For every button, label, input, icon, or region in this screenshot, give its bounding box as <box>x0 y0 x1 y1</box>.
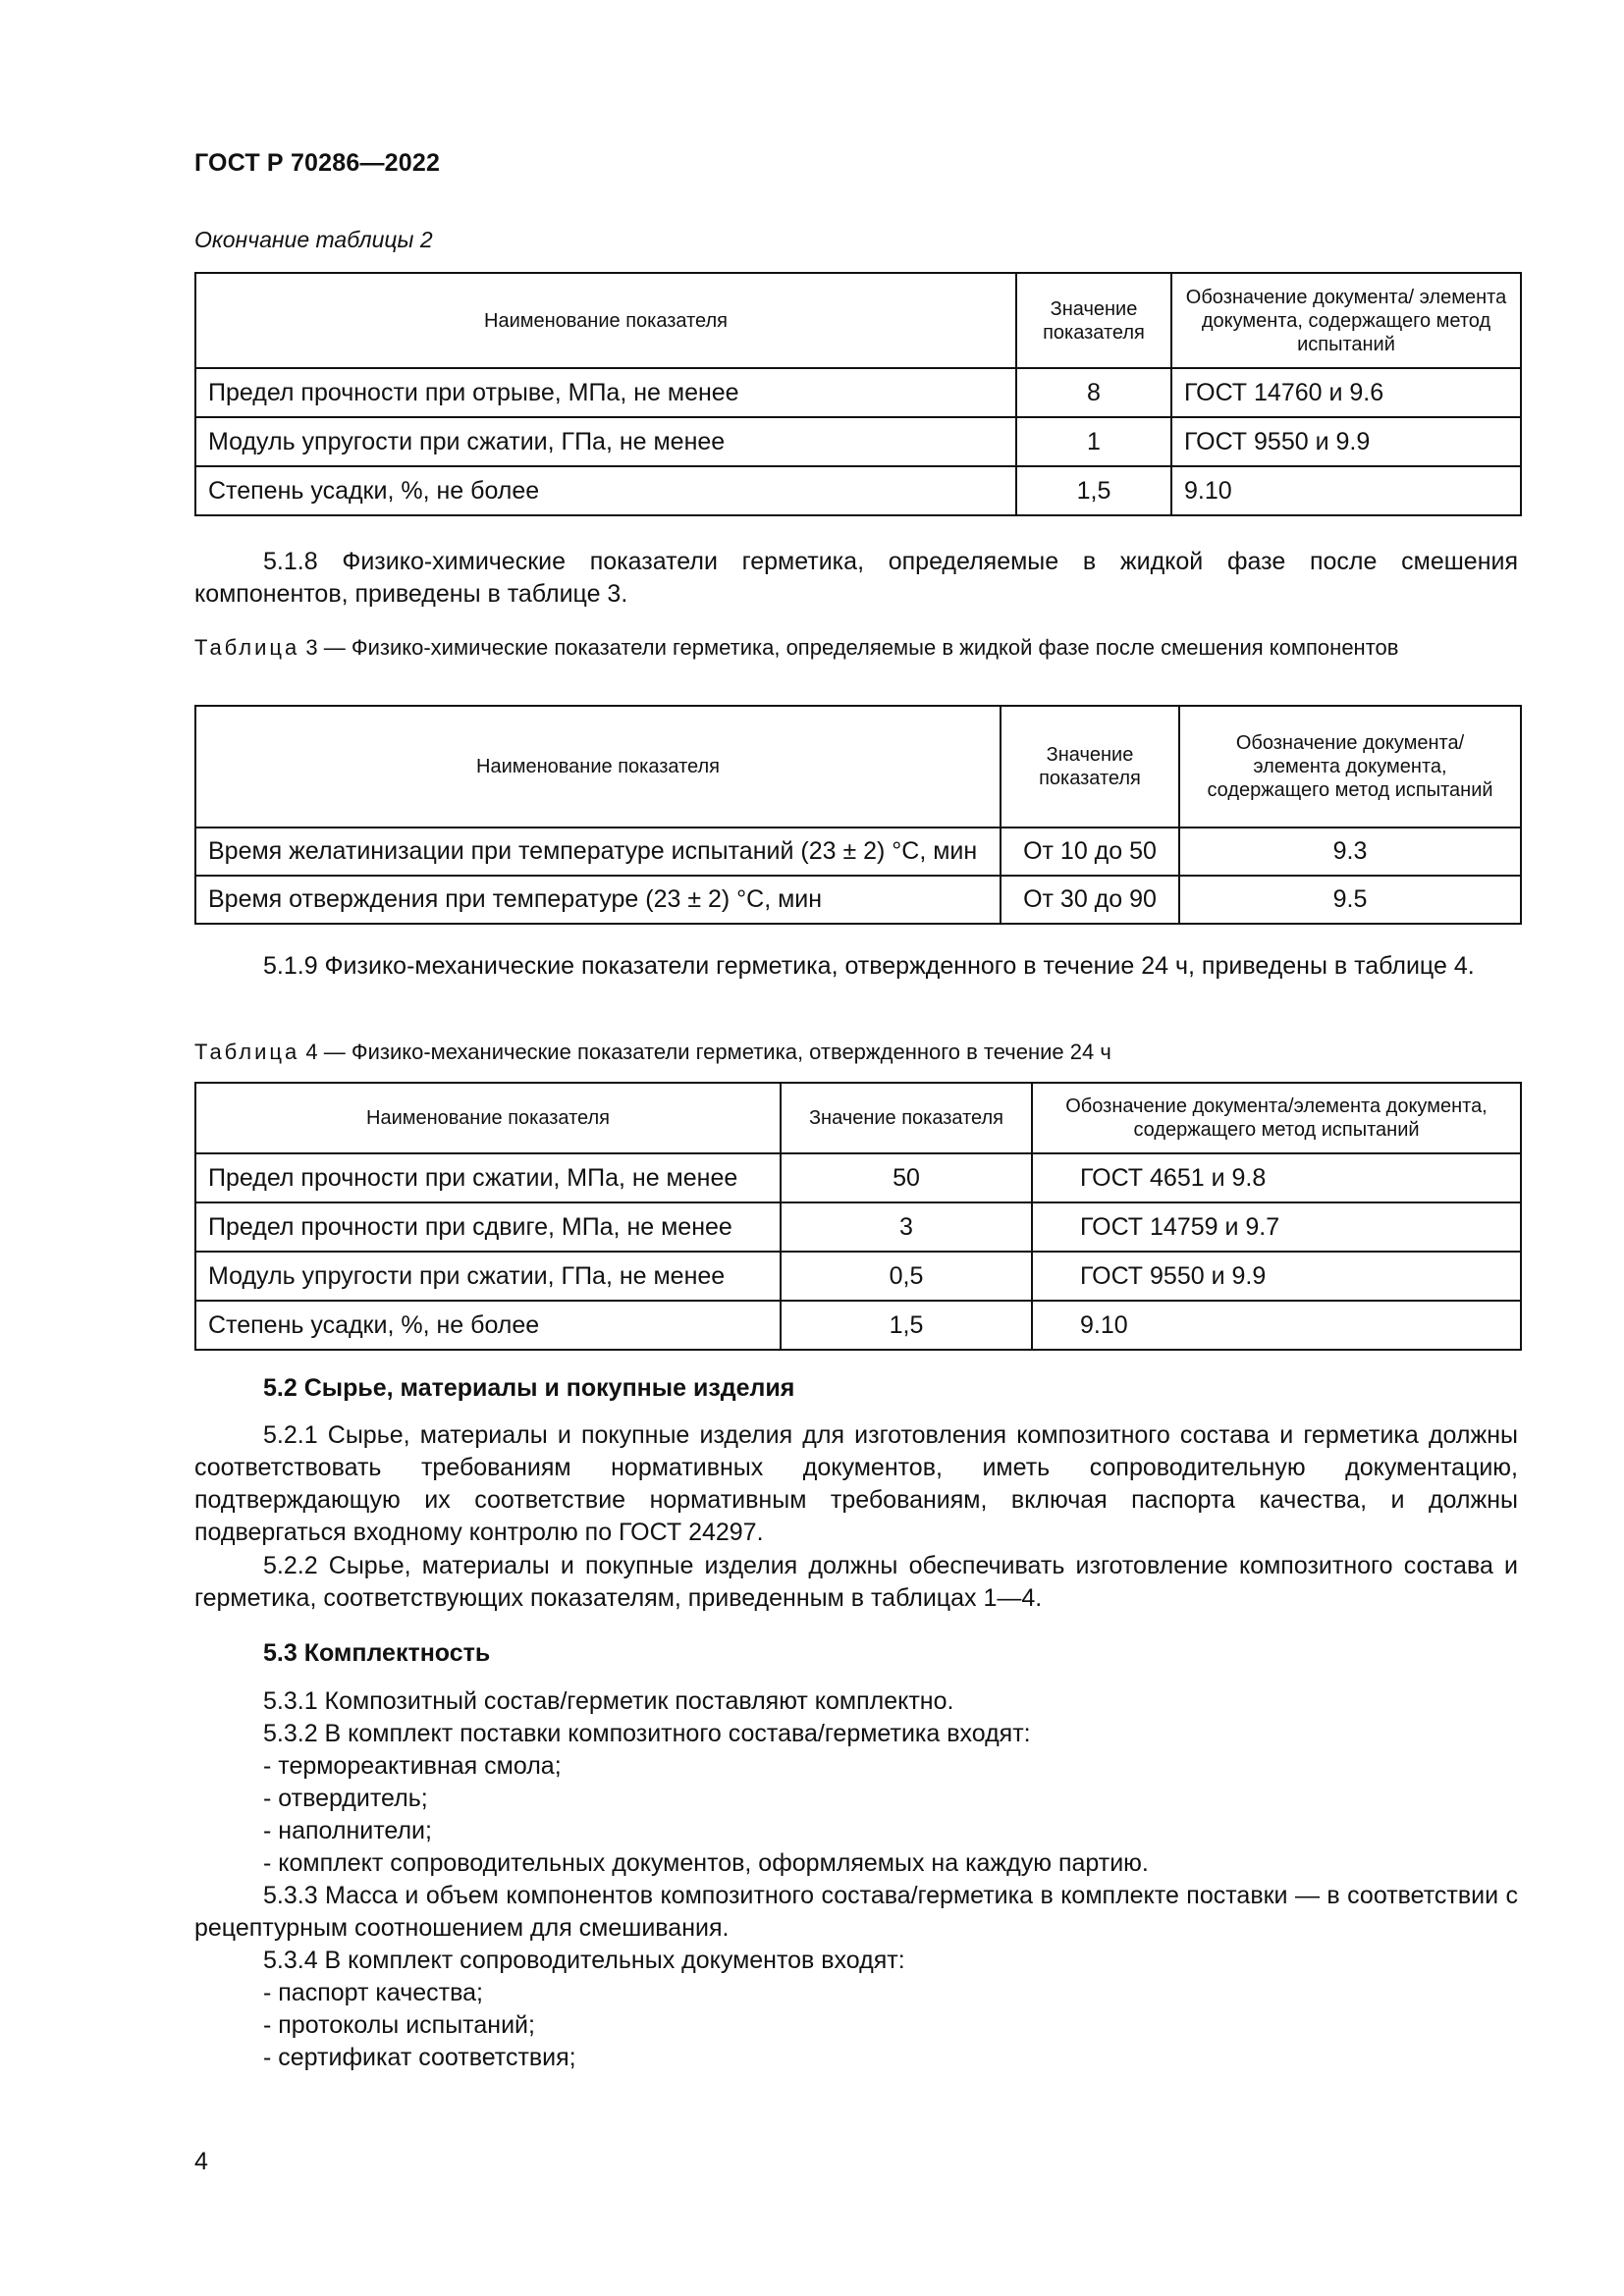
table-row <box>195 1153 1521 1202</box>
paragraph-5-3-4: 5.3.4 В комплект сопроводительных документов входят: <box>263 1947 905 1974</box>
table-cell: От 10 до 50 <box>1001 828 1179 876</box>
table2-continuation-caption: Окончание таблицы 2 <box>194 227 433 252</box>
table-header-cell: Значение показателя <box>1001 706 1179 828</box>
table-row <box>195 1252 1521 1301</box>
table4-caption <box>194 1038 1518 1067</box>
table-header-cell: Значение показателя <box>1016 273 1171 368</box>
table-row <box>195 1202 1521 1252</box>
table-cell: 0,5 <box>781 1252 1032 1301</box>
table-header-row <box>195 273 1521 368</box>
paragraph-5-2-2: 5.2.2 Сырье, материалы и покупные изделия должны обеспечивать изготовление композитного состава и герметика, соответствующих показателям, приведенным в таблицах 1—4. <box>194 1552 1518 1612</box>
table-caption-label: Таблица <box>194 1040 300 1064</box>
table-cell: ГОСТ 9550 и 9.9 <box>1171 417 1521 466</box>
list-item: - паспорт качества; <box>263 1979 483 2006</box>
table-row <box>195 368 1521 417</box>
table-3 <box>194 705 1522 925</box>
table-row <box>195 1301 1521 1350</box>
list-item: - протоколы испытаний; <box>263 2011 535 2039</box>
table-header-row <box>195 1083 1521 1153</box>
table-cell: От 30 до 90 <box>1001 876 1179 924</box>
paragraph-5-3-2: 5.3.2 В комплект поставки композитного состава/герметика входят: <box>263 1720 1031 1747</box>
table-4 <box>194 1082 1522 1351</box>
table-cell: Предел прочности при сдвиге, МПа, не менее <box>195 1202 781 1252</box>
table-cell: 8 <box>1016 368 1171 417</box>
table-header-cell: Обозначение документа/элемента документа, содержащего метод испытаний <box>1032 1083 1521 1153</box>
table-row <box>195 876 1521 924</box>
table-header-cell: Обозначение документа/ элемента документа, содержащего метод испытаний <box>1171 273 1521 368</box>
table-caption-label: Таблица <box>194 635 300 660</box>
table-caption-text: 3 — Физико-химические показатели герметика, определяемые в жидкой фазе после смешения компонентов <box>305 635 1399 660</box>
list-item: - термореактивная смола; <box>263 1752 562 1780</box>
table-cell: ГОСТ 14759 и 9.7 <box>1032 1202 1521 1252</box>
table-cell: Степень усадки, %, не более <box>195 1301 781 1350</box>
document-header: ГОСТ Р 70286—2022 <box>194 149 441 177</box>
list-item: - отвердитель; <box>263 1785 428 1812</box>
page-number: 4 <box>194 2148 208 2175</box>
table-cell: 9.10 <box>1171 466 1521 515</box>
table-cell: 50 <box>781 1153 1032 1202</box>
table-header-cell: Наименование показателя <box>195 1083 781 1153</box>
table-header-cell: Значение показателя <box>781 1083 1032 1153</box>
table-cell: ГОСТ 4651 и 9.8 <box>1032 1153 1521 1202</box>
paragraph-5-1-9: 5.1.9 Физико-механические показатели герметика, отвержденного в течение 24 ч, приведены в таблице 4. <box>263 952 1475 980</box>
table-header-cell: Наименование показателя <box>195 706 1001 828</box>
table-header-cell: Наименование показателя <box>195 273 1016 368</box>
table-cell: ГОСТ 9550 и 9.9 <box>1032 1252 1521 1301</box>
table-header-row <box>195 706 1521 828</box>
paragraph-5-2-1: 5.2.1 Сырье, материалы и покупные изделия для изготовления композитного состава и герметика должны соответствовать требованиям нормативных документов, иметь сопроводительную документацию, подтверждающую их соответствие нормативным требованиям, включая паспорта качества, и должны подвергаться входному контролю по ГОСТ 24297. <box>194 1421 1518 1546</box>
table-row <box>195 466 1521 515</box>
table-2 <box>194 272 1522 516</box>
paragraph-5-3-1: 5.3.1 Композитный состав/герметик поставляют комплектно. <box>263 1687 954 1715</box>
table-cell: 9.3 <box>1179 828 1521 876</box>
list-item: - наполнители; <box>263 1817 432 1844</box>
list-item: - сертификат соответствия; <box>263 2044 576 2071</box>
table-cell: ГОСТ 14760 и 9.6 <box>1171 368 1521 417</box>
table-cell: Предел прочности при сжатии, МПа, не менее <box>195 1153 781 1202</box>
table-cell: Время желатинизации при температуре испытаний (23 ± 2) °С, мин <box>195 828 1001 876</box>
table-cell: 9.10 <box>1032 1301 1521 1350</box>
section-5-3-title: 5.3 Комплектность <box>263 1639 491 1667</box>
table-cell: 1 <box>1016 417 1171 466</box>
section-5-2-title: 5.2 Сырье, материалы и покупные изделия <box>263 1374 795 1402</box>
table-cell: Модуль упругости при сжатии, ГПа, не менее <box>195 1252 781 1301</box>
table-cell: Модуль упругости при сжатии, ГПа, не менее <box>195 417 1016 466</box>
table-cell: Предел прочности при отрыве, МПа, не менее <box>195 368 1016 417</box>
table-cell: 9.5 <box>1179 876 1521 924</box>
table-cell: 1,5 <box>1016 466 1171 515</box>
table-cell: 3 <box>781 1202 1032 1252</box>
table-cell: Время отверждения при температуре (23 ± 2) °С, мин <box>195 876 1001 924</box>
table3-caption <box>194 633 1518 663</box>
table-caption-text: 4 — Физико-механические показатели герметика, отвержденного в течение 24 ч <box>305 1040 1111 1064</box>
paragraph-5-3-3: 5.3.3 Масса и объем компонентов композитного состава/герметика в комплекте поставки — в соответствии с рецептурным соотношением для смешивания. <box>194 1882 1518 1942</box>
table-row <box>195 417 1521 466</box>
table-row <box>195 828 1521 876</box>
table-cell: 1,5 <box>781 1301 1032 1350</box>
table-header-cell: Обозначение документа/ элемента документа, содержащего метод испытаний <box>1179 706 1521 828</box>
table-cell: Степень усадки, %, не более <box>195 466 1016 515</box>
paragraph-5-1-8: 5.1.8 Физико-химические показатели герметика, определяемые в жидкой фазе после смешения компонентов, приведены в таблице 3. <box>194 548 1518 608</box>
list-item: - комплект сопроводительных документов, оформляемых на каждую партию. <box>263 1849 1149 1877</box>
